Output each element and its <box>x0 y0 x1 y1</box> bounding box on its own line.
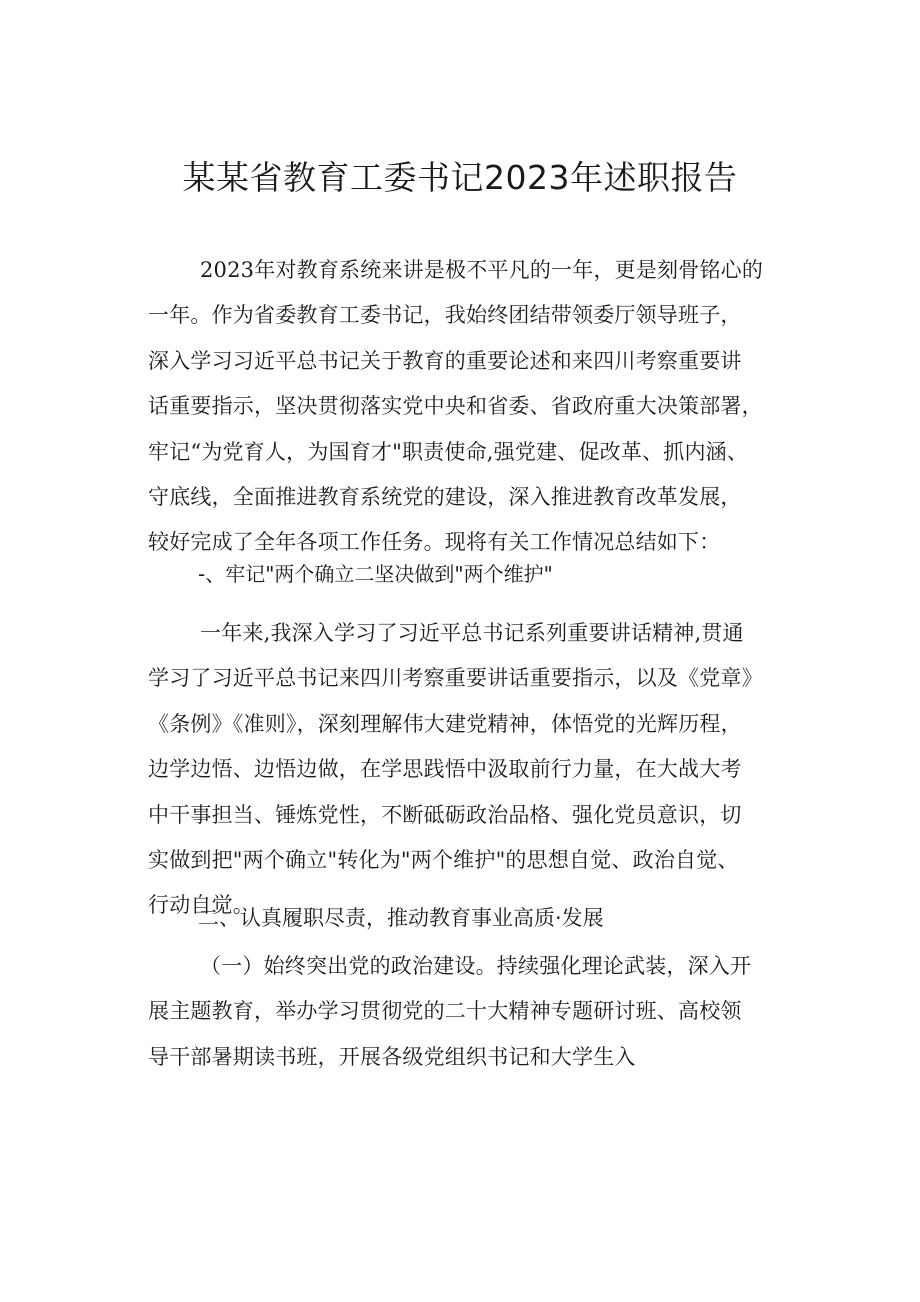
document-title: 某某省教育工委书记2023年述职报告 <box>182 158 738 197</box>
section-line: 《条例》《准则》，深刻理解伟大建党精神，体悟党的光辉历程， <box>148 711 742 736</box>
intro-line: 深入学习习近平总书记关于教育的重要论述和来四川考察重要讲 <box>148 348 742 373</box>
intro-line: 话重要指示，坚决贯彻落实党中央和省委、省政府重大决策部署， <box>148 394 763 419</box>
intro-line: 2023年对教育系统来讲是极不平凡的一年，更是刻骨铭心的 <box>200 258 764 282</box>
section-line: 一年来,我深入学习了习近平总书记系列重要讲话精神,贯通 <box>200 621 744 645</box>
section-line: 实做到把"两个确立"转化为"两个维护"的思想自觉、政治自觉、 <box>148 848 739 873</box>
section-heading: 二、认真履职尽责，推动教育事业高质·发展 <box>198 906 604 930</box>
section-line: 中干事担当、锤炼党性，不断砥砺政治品格、强化党员意识，切 <box>148 802 742 827</box>
section-line: 边学边悟、边悟边做，在学思践悟中汲取前行力量，在大战大考 <box>148 757 742 782</box>
intro-line: 牢记“为党育人，为国育才"职责使命,强党建、促改革、抓内涵、 <box>148 439 749 464</box>
section-heading: -、牢记"两个确立二坚决做到"两个维护" <box>198 562 553 586</box>
section-line: 学习了习近平总书记来四川考察重要讲话重要指示，以及《党章》 <box>148 666 763 691</box>
intro-line: 一年。作为省委教育工委书记，我始终团结带领委厅领导班子， <box>148 303 742 328</box>
section-line: 导干部暑期读书班，开展各级党组织书记和大学生入 <box>148 1044 636 1069</box>
intro-line: 守底线，全面推进教育系统党的建设，深入推进教育改革发展， <box>148 485 742 510</box>
section-paragraph <box>148 611 788 929</box>
intro-line: 较好完成了全年各项工作任务。现将有关工作情况总结如下： <box>148 530 721 555</box>
section-paragraph <box>148 944 788 1080</box>
intro-paragraph <box>148 248 788 566</box>
section-line: 行动自觉。 <box>148 893 254 918</box>
section-line: 展主题教育，举办学习贯彻党的二十大精神专题研讨班、高校领 <box>148 999 742 1024</box>
section-line: （一）始终突出党的政治建设。持续强化理论武装，深入开 <box>200 954 752 978</box>
